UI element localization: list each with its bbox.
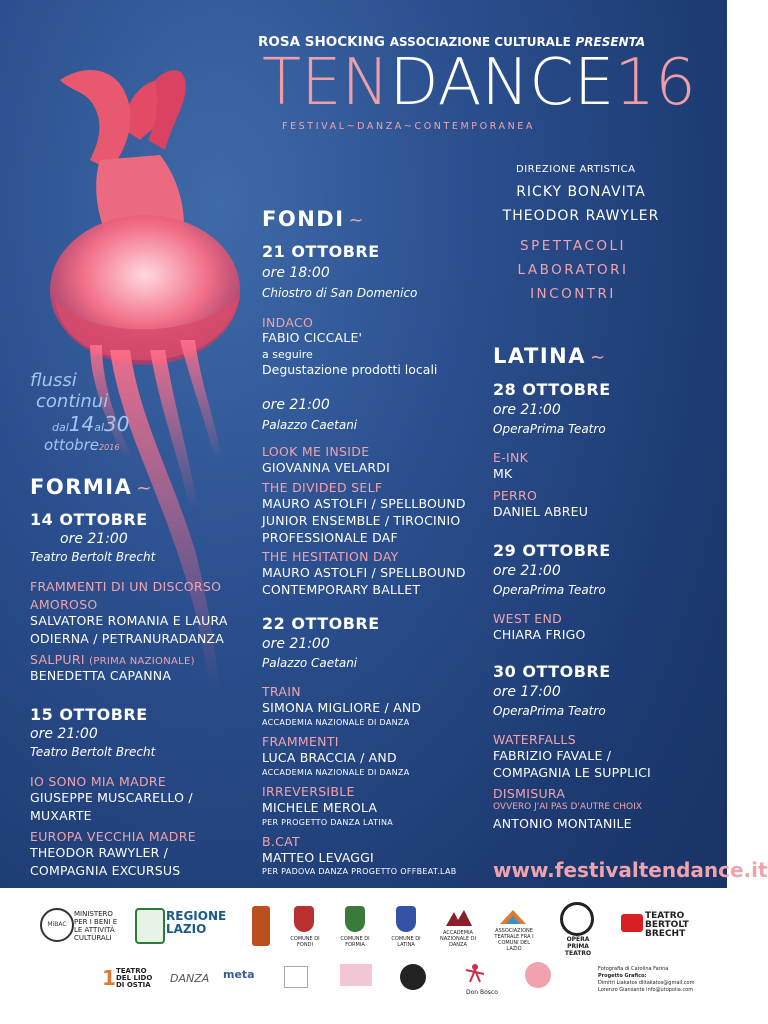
show-artist: THEODOR RAWYLER /: [30, 845, 169, 860]
sponsor-emblem: [252, 906, 270, 946]
presenter-org-type: ASSOCIAZIONE CULTURALE: [389, 35, 571, 49]
show-artist: MUXARTE: [30, 808, 92, 823]
accademia-logo-icon: [444, 908, 474, 928]
flussi-line1: flussi: [30, 370, 77, 391]
show-subtitle: OVVERO J'AI PAS D'AUTRE CHOIX: [493, 802, 642, 812]
comune-formia-label: COMUNE DI FORMIA: [340, 936, 370, 948]
event-venue: Chiostro di San Domenico: [262, 286, 418, 300]
title-part-ten: TEN: [262, 46, 390, 120]
show-title: E-INK: [493, 450, 529, 465]
festival-tagline: FESTIVAL~DANZA~CONTEMPORANEA: [282, 121, 536, 132]
show-artist: ODIERNA / PETRANURADANZA: [30, 631, 225, 646]
brecht-label: TEATRO BERTOLT BRECHT: [645, 911, 689, 939]
sponsor-logo-icon: [284, 966, 308, 988]
show-title: TRAIN: [262, 684, 301, 699]
show-title: LOOK ME INSIDE: [262, 444, 370, 459]
event-venue: Palazzo Caetani: [262, 656, 358, 670]
show-artist: COMPAGNIA LE SUPPLICI: [493, 765, 651, 780]
event-venue: Palazzo Caetani: [262, 418, 358, 432]
mibac-text: MINISTERO PER I BENI E LE ATTIVITÀ CULTURALI: [74, 910, 118, 942]
don-bosco-label: Don Bosco: [466, 989, 498, 996]
festival-title: [262, 48, 696, 118]
lido-logo-number: 1: [102, 966, 116, 990]
presenter-org: ROSA SHOCKING: [258, 34, 386, 50]
show-artist: GIUSEPPE MUSCARELLO /: [30, 790, 193, 805]
meta-logo: meta: [223, 968, 255, 981]
show-artist: SIMONA MIGLIORE / AND: [262, 700, 422, 715]
flussi-dates: dal14al30: [52, 412, 130, 436]
show-note: PER PADOVA DANZA PROGETTO OFFBEAT.LAB: [262, 867, 457, 876]
program-types: [508, 234, 638, 306]
show-artist: CHIARA FRIGO: [493, 627, 586, 642]
program-type: LABORATORI: [517, 262, 629, 278]
skene-logo-icon: [340, 964, 372, 986]
regione-lazio-text: REGIONE LAZIO: [166, 909, 227, 936]
show-title: INDACO: [262, 315, 314, 330]
show-artist: LUCA BRACCIA / AND: [262, 750, 397, 765]
show-artist: MAURO ASTOLFI / SPELLBOUND: [262, 496, 466, 511]
show-artist: MICHELE MEROLA: [262, 800, 378, 815]
website-link[interactable]: www.festivaltendance.it: [493, 858, 768, 882]
associazione-logo-icon: [498, 908, 528, 926]
corpi-danza-logo: DANZA: [170, 972, 210, 985]
program-type: INCONTRI: [530, 286, 616, 302]
show-artist: SALVATORE ROMANIA E LAURA: [30, 613, 228, 628]
show-artist: FABIO CICCALE': [262, 330, 363, 345]
show-artist: BENEDETTA CAPANNA: [30, 668, 172, 683]
sponsor-circle-icon: [525, 962, 551, 988]
formia-crest-icon: [345, 906, 365, 932]
regione-lazio-emblem: [135, 908, 165, 944]
sponsor-footer: [0, 888, 727, 1024]
city-fondi: FONDI ~: [262, 207, 366, 231]
date-heading: 14 OTTOBRE: [30, 510, 148, 529]
show-artist: MATTEO LEVAGGI: [262, 850, 374, 865]
date-heading: 21 OTTOBRE: [262, 242, 380, 261]
date-heading: 28 OTTOBRE: [493, 380, 611, 399]
dance-school-logo-icon: [400, 964, 426, 990]
flussi-month: ottobre2016: [44, 436, 120, 454]
title-part-dance: DANCE: [389, 46, 615, 120]
comune-latina-label: COMUNE DI LATINA: [391, 936, 421, 948]
show-title: IO SONO MIA MADRE: [30, 774, 167, 789]
title-year: 16: [614, 46, 696, 120]
opera-prima-label: OPERA PRIMA TEATRO: [564, 936, 592, 957]
show-artist: CONTEMPORARY BALLET: [262, 582, 421, 597]
flussi-continui-logo: [30, 370, 129, 454]
show-artist: DANIEL ABREU: [493, 504, 589, 519]
show-title: SALPURI (PRIMA NAZIONALE): [30, 652, 195, 667]
date-heading: 15 OTTOBRE: [30, 705, 148, 724]
event-venue: Teatro Bertolt Brecht: [30, 745, 156, 759]
mibac-logo: MiBAC: [40, 908, 74, 942]
show-title: B.CAT: [262, 834, 300, 849]
show-note: ACCADEMIA NAZIONALE DI DANZA: [262, 768, 410, 777]
event-venue: OperaPrima Teatro: [493, 583, 606, 597]
show-title: AMOROSO: [30, 597, 98, 612]
lido-label: TEATRO DEL LIDO DI OSTIA: [116, 967, 153, 989]
extra-event: Degustazione prodotti locali: [262, 362, 438, 377]
show-title: WATERFALLS: [493, 732, 576, 747]
event-time: ore 21:00: [262, 397, 330, 413]
accademia-label: ACCADEMIA NAZIONALE DI DANZA: [439, 930, 476, 948]
show-title: WEST END: [493, 611, 563, 626]
show-title: FRAMMENTI: [262, 734, 339, 749]
director-name: RICKY BONAVITA: [516, 184, 646, 200]
event-time: ore 21:00: [493, 563, 561, 579]
show-artist: MAURO ASTOLFI / SPELLBOUND: [262, 565, 466, 580]
show-title: IRREVERSIBLE: [262, 784, 355, 799]
associazione-label: ASSOCIAZIONE TEATRALE FRA I COMUNI DEL LAZIO: [494, 928, 534, 952]
show-artist: COMPAGNIA EXCURSUS: [30, 863, 181, 878]
wave-icon: ~: [348, 210, 366, 231]
show-title: EUROPA VECCHIA MADRE: [30, 829, 196, 844]
date-heading: 30 OTTOBRE: [493, 662, 611, 681]
credits: Fotografia di Carolina Farina Progetto Grafico: Dimitri Liakatos dlitakatos@gmail.com Lorenzo Giansante info@utopoiia.com: [598, 966, 695, 993]
fondi-crest-icon: [294, 906, 314, 932]
show-artist: GIOVANNA VELARDI: [262, 460, 390, 475]
flussi-line2: continui: [36, 391, 109, 412]
city-formia: FORMIA ~: [30, 475, 153, 499]
comune-fondi-label: COMUNE DI FONDI: [290, 936, 320, 948]
event-venue: OperaPrima Teatro: [493, 422, 606, 436]
direction-label: DIREZIONE ARTISTICA: [516, 164, 636, 175]
show-artist: ANTONIO MONTANILE: [493, 816, 632, 831]
show-title: DISMISURA: [493, 786, 566, 801]
direction-names: [492, 180, 670, 228]
follow-note: a seguire: [262, 348, 313, 361]
show-title: FRAMMENTI DI UN DISCORSO: [30, 579, 222, 594]
opera-prima-logo-icon: [560, 902, 594, 936]
show-artist: FABRIZIO FAVALE /: [493, 748, 612, 763]
presenter-verb: PRESENTA: [575, 35, 646, 49]
event-time: ore 21:00: [262, 636, 330, 652]
latina-crest-icon: [396, 906, 416, 932]
wave-icon: ~: [136, 478, 153, 499]
wave-icon: ~: [589, 347, 607, 368]
show-title: PERRO: [493, 488, 538, 503]
director-name: THEODOR RAWYLER: [502, 208, 660, 224]
date-heading: 22 OTTOBRE: [262, 614, 380, 633]
event-time: ore 21:00: [493, 402, 561, 418]
event-time: ore 21:00: [30, 726, 98, 742]
show-note: ACCADEMIA NAZIONALE DI DANZA: [262, 718, 410, 727]
show-artist: PROFESSIONALE DAF: [262, 530, 398, 545]
brecht-logo-icon: [621, 914, 643, 932]
dancer-figure-icon: [462, 962, 488, 988]
event-time: ore 21:00: [60, 531, 128, 547]
program-type: SPETTACOLI: [520, 238, 626, 254]
event-time: ore 17:00: [493, 684, 561, 700]
show-title: THE DIVIDED SELF: [262, 480, 383, 495]
date-heading: 29 OTTOBRE: [493, 541, 611, 560]
show-note: PER PROGETTO DANZA LATINA: [262, 818, 394, 827]
event-time: ore 18:00: [262, 265, 330, 281]
city-latina: LATINA ~: [493, 344, 607, 368]
event-venue: OperaPrima Teatro: [493, 704, 606, 718]
event-venue: Teatro Bertolt Brecht: [30, 550, 156, 564]
show-title: THE HESITATION DAY: [262, 549, 399, 564]
show-artist: JUNIOR ENSEMBLE / TIROCINIO: [262, 513, 461, 528]
show-artist: MK: [493, 466, 513, 481]
